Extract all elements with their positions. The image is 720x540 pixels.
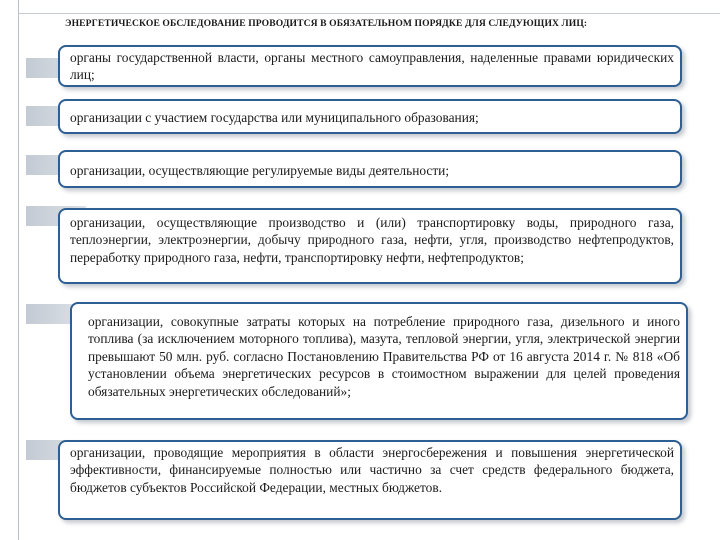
list-item: организации, проводящие мероприятия в области энергосбережения и повышения энергетической эффективности, финансируемые полностью или частично за счет средств федерального бюджета, бюджетов субъектов Российской Федерации, местных бюджетов.	[58, 440, 682, 520]
slide-frame-top	[18, 13, 720, 14]
list-item: организации, совокупные затраты которых на потребление природного газа, дизельного и иного топлива (за исключением моторного топлива), мазута, тепловой энергии, угля, электрической энергии превышают 50 млн. руб. согласно Постановлению Правительства РФ от 16 августа 2014 г. № 818 «Об установлении объема энергетических ресурсов в стоимостном выражении для целей проведения обязательных энергетических обследований»;	[70, 302, 688, 420]
list-item: организации, осуществляющие производство и (или) транспортировку воды, природного газа, теплоэнергии, электроэнергии, добычу природного газа, нефти, угля, производство нефтепродуктов, переработку природного газа, нефти, транспортировку нефти, нефтепродуктов;	[58, 208, 682, 284]
slide-frame-left	[18, 0, 19, 540]
list-item: организации с участием государства или муниципального образования;	[58, 99, 682, 134]
slide-title: ЭНЕРГЕТИЧЕСКОЕ ОБСЛЕДОВАНИЕ ПРОВОДИТСЯ В ОБЯЗАТЕЛЬНОМ ПОРЯДКЕ ДЛЯ СЛЕДУЮЩИХ ЛИЦ:	[65, 18, 588, 29]
list-item: органы государственной власти, органы местного самоуправления, наделенные правами юридических лиц;	[58, 45, 682, 87]
list-item: организации, осуществляющие регулируемые виды деятельности;	[58, 150, 682, 188]
